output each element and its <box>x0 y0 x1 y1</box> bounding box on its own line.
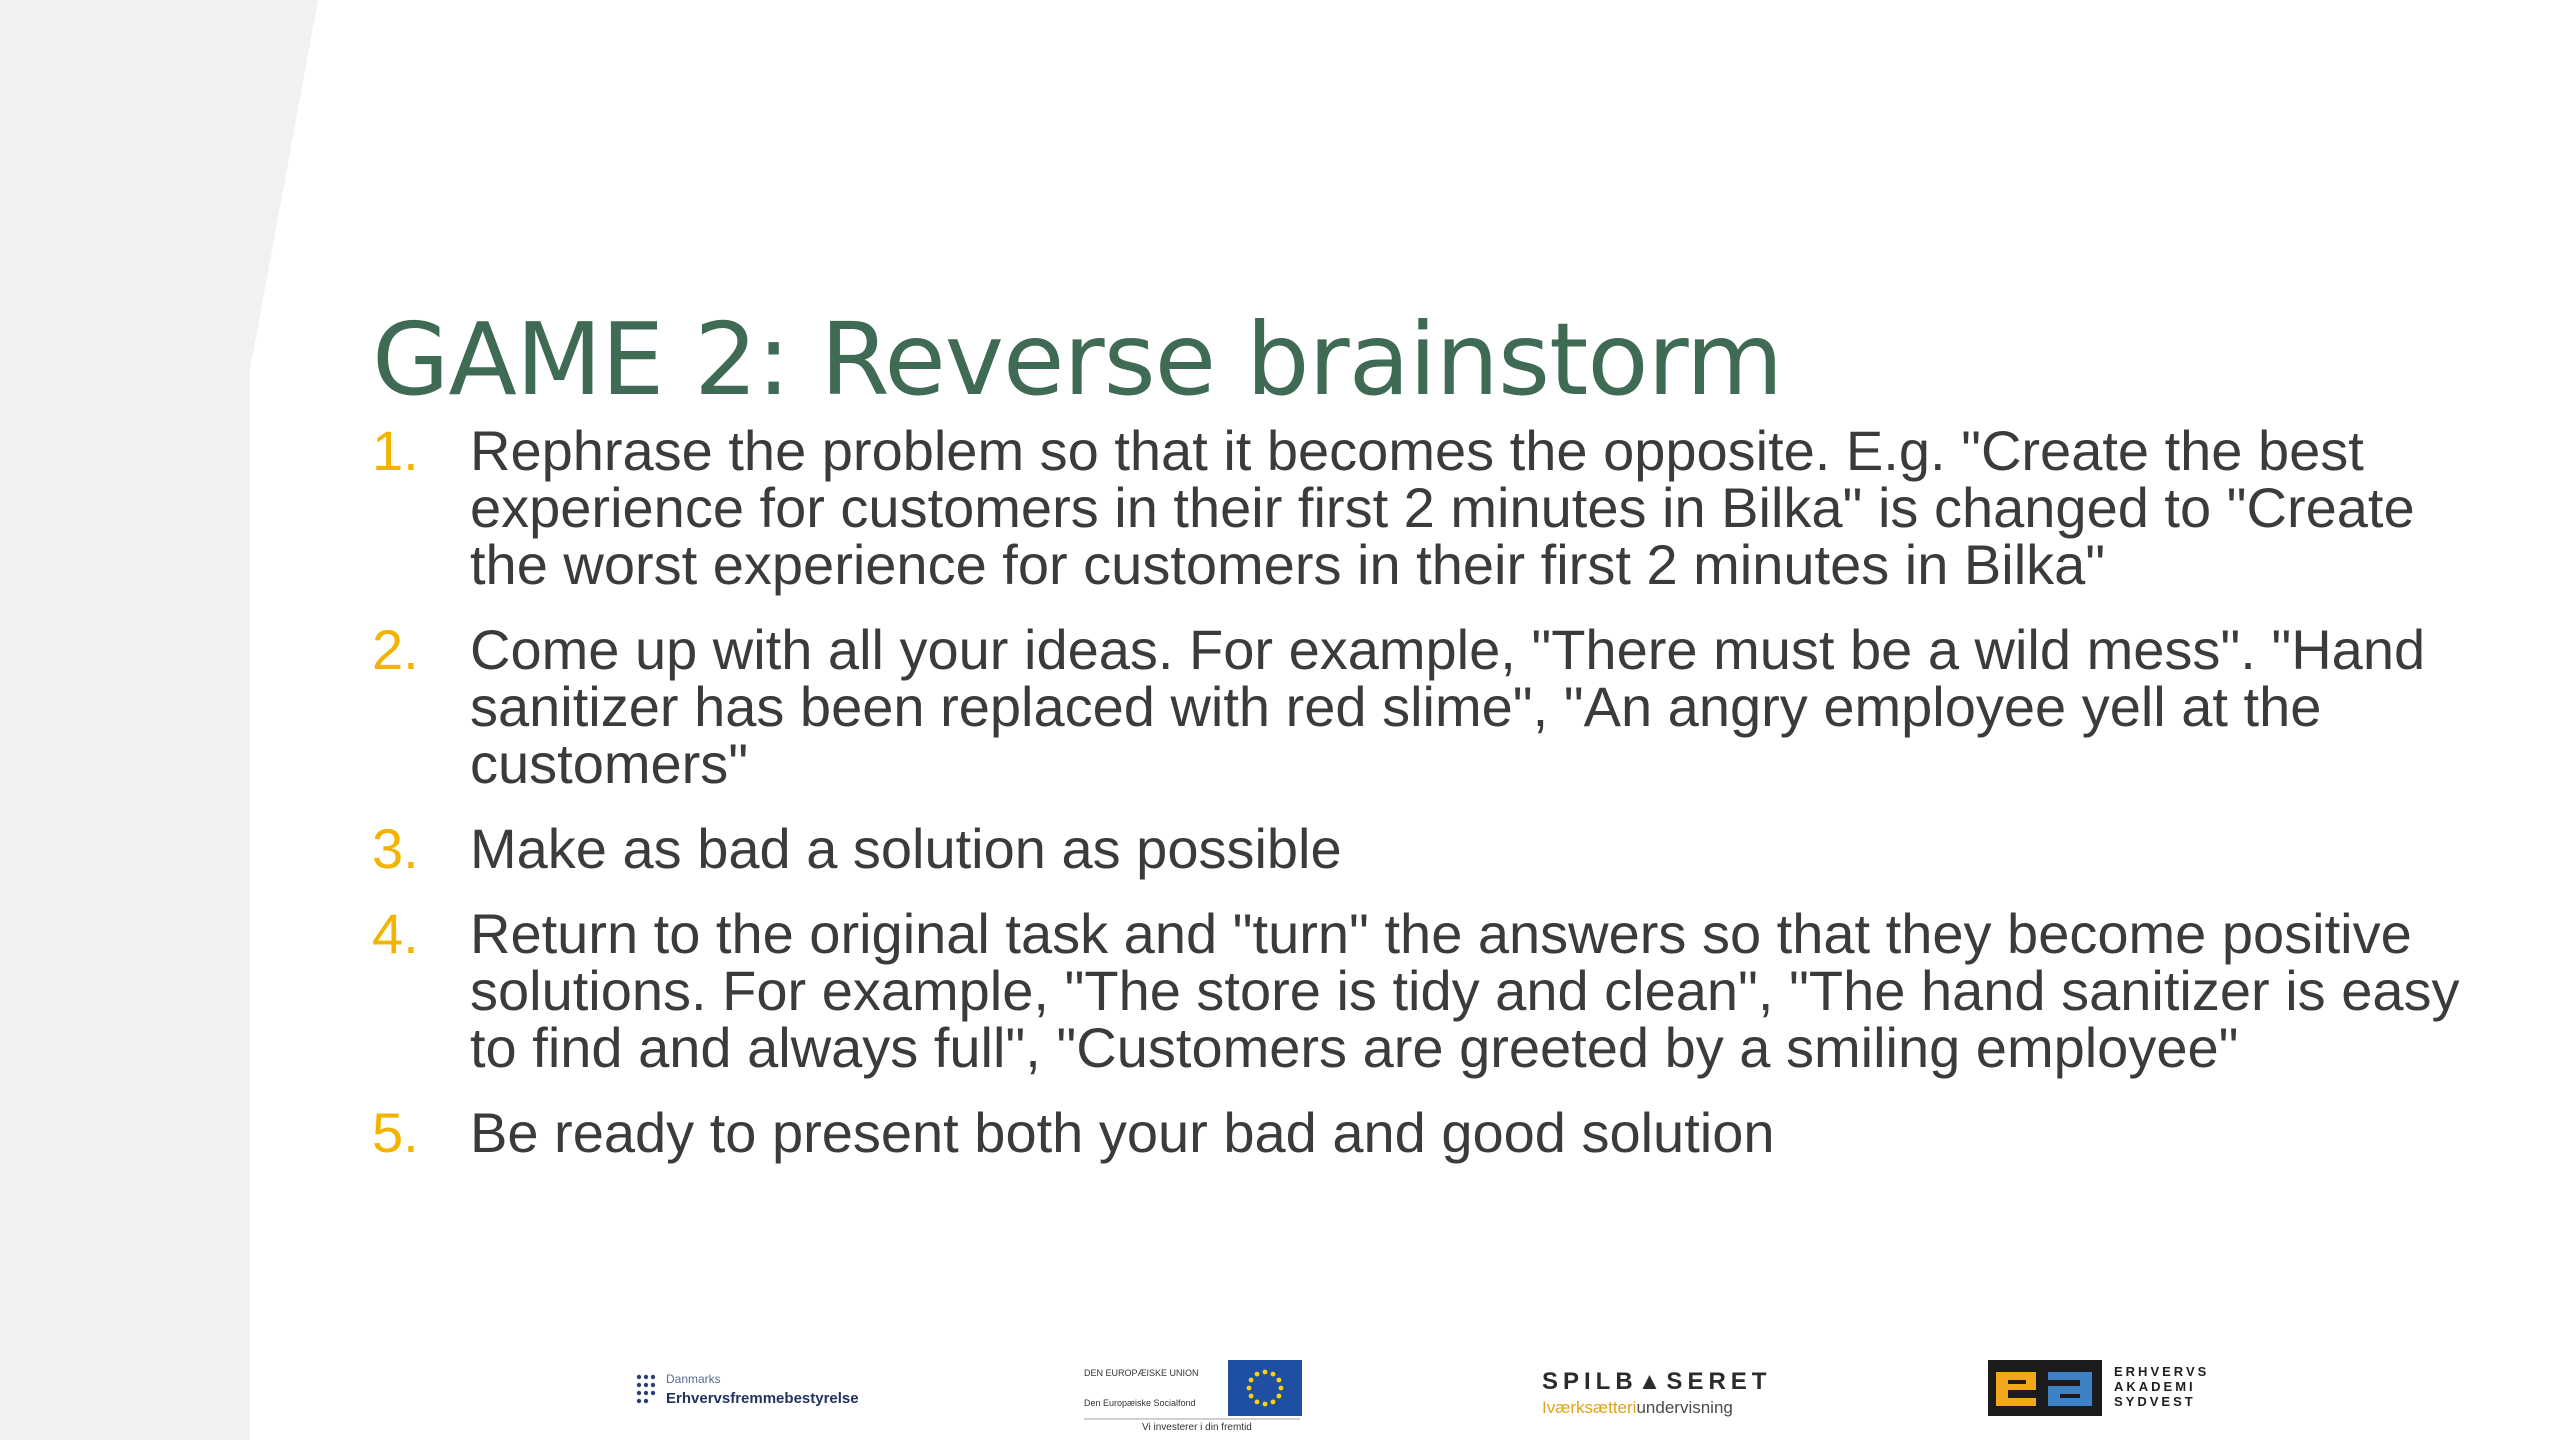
spilbaseret-logo <box>1542 1360 1782 1430</box>
step-number: 3. <box>372 817 419 880</box>
step-number: 5. <box>372 1101 419 1164</box>
eu-social-fund-logo <box>1084 1360 1304 1440</box>
spilbaseret-subtitle-orange: Iværksætteri <box>1542 1398 1637 1417</box>
step-text: Be ready to present both your bad and good solution <box>470 1101 1775 1164</box>
spilbaseret-subtitle-grey: undervisning <box>1636 1398 1733 1417</box>
partner-logos <box>0 1360 2560 1440</box>
step-item <box>372 618 2462 795</box>
slide-title: GAME 2: Reverse brainstorm <box>372 301 1783 418</box>
eu-fund-text: Den Europæiske Socialfond <box>1084 1398 1196 1408</box>
ea-line-1: ERHVERVS <box>2114 1364 2210 1379</box>
ea-line-2: AKADEMI <box>2114 1379 2196 1394</box>
step-item <box>372 902 2462 1079</box>
steps-list <box>372 419 2462 1189</box>
step-item <box>372 817 2462 880</box>
step-number: 4. <box>372 902 419 965</box>
ea-wordmark <box>2114 1364 2209 1409</box>
eu-slogan-text: Vi investerer i din fremtid <box>1142 1422 1252 1433</box>
ea-line-3: SYDVEST <box>2114 1394 2196 1409</box>
step-text: Come up with all your ideas. For example, "There must be a wild mess". "Hand sanitizer has been replaced with red slime", "An angry employee yell at the customers" <box>470 618 2426 795</box>
dots-grid-icon <box>636 1374 656 1404</box>
step-text: Rephrase the problem so that it becomes the opposite. E.g. "Create the best experience for customers in their first 2 minutes in Bilka" is changed to "Create the worst experience for customers in their first 2 minutes in Bilka" <box>470 419 2415 596</box>
step-item <box>372 419 2462 596</box>
erhvervsakademi-logo <box>1988 1360 2228 1420</box>
step-text: Make as bad a solution as possible <box>470 817 1342 880</box>
eu-union-text: DEN EUROPÆISKE UNION <box>1084 1368 1199 1378</box>
step-number: 2. <box>372 618 419 681</box>
step-number: 1. <box>372 419 419 482</box>
step-item <box>372 1101 2462 1164</box>
ea-logo-icon <box>1988 1360 2102 1416</box>
danish-agency-logo <box>636 1360 876 1420</box>
logo-text-main: Erhvervsfremmebestyrelse <box>666 1390 859 1407</box>
spilbaseret-title: SPILB▲SERET <box>1542 1368 1772 1395</box>
decorative-side-band <box>0 0 320 1440</box>
spilbaseret-subtitle <box>1542 1398 1733 1418</box>
logo-divider <box>1084 1418 1300 1420</box>
eu-flag-icon <box>1228 1360 1302 1416</box>
step-text: Return to the original task and "turn" the answers so that they become positive solutions. For example, "The store is tidy and clean", "The hand sanitizer is easy to find and always full", "Customers are greeted by a smiling employee" <box>470 902 2460 1079</box>
logo-text-small: Danmarks <box>666 1372 721 1386</box>
